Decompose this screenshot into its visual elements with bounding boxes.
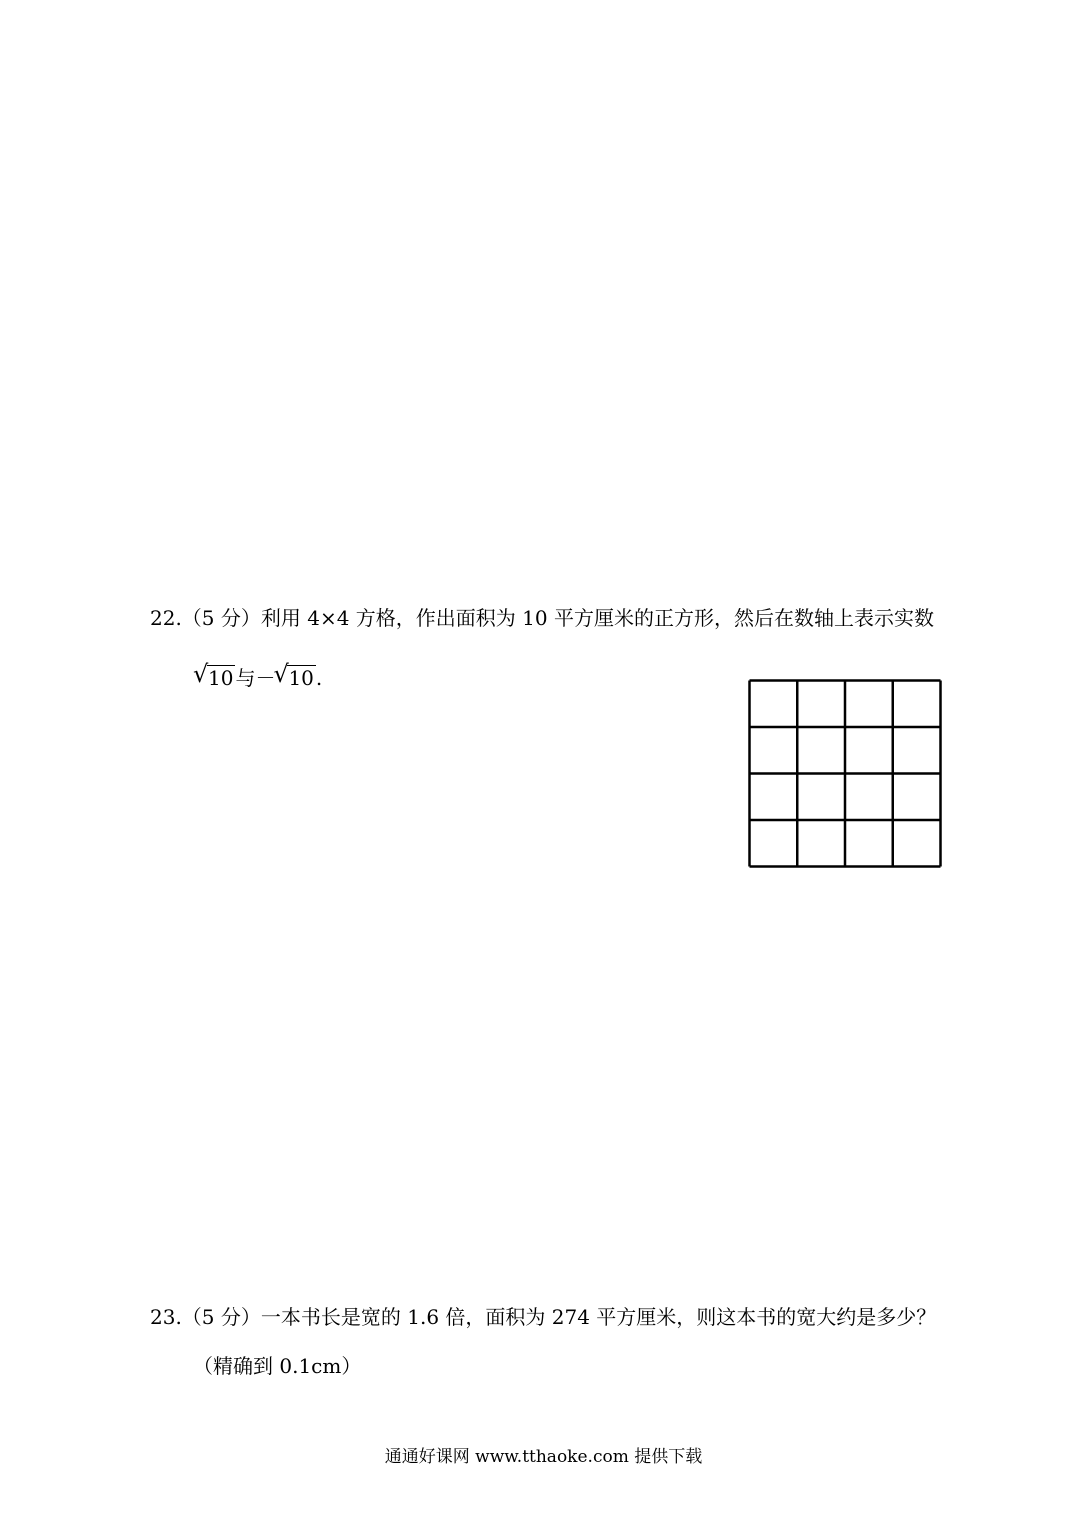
four-by-four-grid (748, 679, 942, 868)
radicand: 10 (208, 666, 234, 690)
question-22-text: 22.（5 分）利用 4×4 方格，作出面积为 10 平方厘米的正方形，然后在数轴上表示实数 (150, 606, 934, 630)
question-23-text: 23.（5 分）一本书长是宽的 1.6 倍，面积为 274 平方厘米，则这本书的宽大约是多少？ (150, 1305, 937, 1329)
radical-sign-icon: √ (193, 660, 209, 688)
grid-lines (750, 681, 941, 867)
question-22-expression (193, 660, 323, 692)
sqrt-10-negative (273, 660, 315, 692)
page-footer: 通通好课网 www.tthaoke.com 提供下载 (384, 1447, 703, 1467)
connector-text: 与－ (235, 666, 276, 690)
sqrt-10 (193, 660, 235, 692)
radicand: 10 (288, 666, 314, 690)
radical-sign-icon: √ (273, 660, 289, 688)
period: . (315, 666, 323, 690)
question-23-precision-note: （精确到 0.1cm） (193, 1354, 362, 1378)
